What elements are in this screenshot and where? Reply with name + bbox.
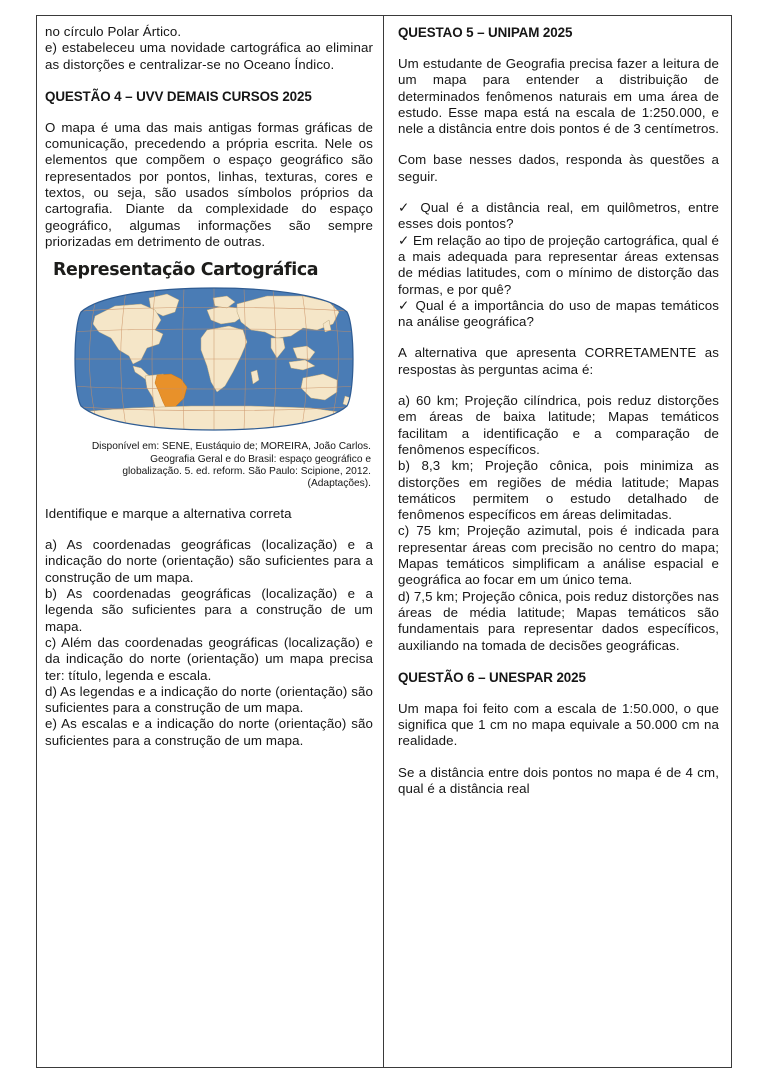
spacer bbox=[398, 654, 719, 669]
spacer bbox=[398, 686, 719, 701]
question-5-prompt: Com base nesses dados, responda às questões a seguir. bbox=[397, 152, 719, 184]
caption-line: (Adaptações). bbox=[307, 478, 371, 490]
caption-line: globalização. 5. ed. reform. São Paulo: Scipione, 2012. bbox=[122, 466, 371, 478]
spacer bbox=[398, 137, 719, 152]
question-6-paragraph-1: Um mapa foi feito com a escala de 1:50.000, o que significa que 1 cm no mapa equivale a 50.000 cm na realidade. bbox=[397, 700, 719, 749]
spacer bbox=[398, 378, 719, 393]
question-6-paragraph-2: Se a distância entre dois pontos no mapa é de 4 cm, qual é a distância real bbox=[397, 764, 719, 796]
spacer bbox=[398, 750, 719, 765]
caption-line: Disponível em: SENE, Eustáquio de; MOREIRA, João Carlos. bbox=[91, 441, 371, 453]
question-5-alternative-d[interactable]: d) 7,5 km; Projeção cônica, pois reduz distorções nas áreas de média latitude; Mapas temáticos são fundamentais para representar dados específicos, auxiliando na tomada de decisões geográficas. bbox=[397, 588, 719, 653]
question-5-checklist-item-1: ✓ Qual é a distância real, em quilômetros, entre esses dois pontos? bbox=[397, 200, 719, 232]
map-graticule bbox=[71, 288, 357, 430]
question-5-heading: QUESTAO 5 – UNIPAM 2025 bbox=[397, 25, 573, 40]
world-map-image bbox=[71, 286, 357, 432]
question-5-intro: Um estudante de Geografia precisa fazer a leitura de um mapa para entender a distribuição de determinados fenômenos naturais em uma área de estudo. Esse mapa está na escala de 1:250.000, e nele a distância entre dois pontos é de 3 centímetros. bbox=[397, 56, 720, 137]
question-5-checklist-item-3: ✓ Qual é a importância do uso de mapas temáticos na análise geográfica? bbox=[397, 297, 719, 330]
figure-title: Representação Cartográfica bbox=[53, 260, 319, 281]
document-page bbox=[36, 15, 732, 1068]
question-5-alternative-b[interactable]: b) 8,3 km; Projeção cônica, pois minimiza as distorções em regiões de média latitude; Mapas temáticos permitem o estudo detalhado de fenômenos específicos em áreas delimitadas. bbox=[397, 458, 719, 523]
continued-line: no círculo Polar Ártico. bbox=[45, 24, 182, 39]
question-5-checklist-item-2: ✓ Em relação ao tipo de projeção cartográfica, qual é a mais adequada para representar áreas extensas de médias latitudes, com o mínimo de distorção das formas, e por quê? bbox=[397, 232, 719, 297]
question-5-lead-in: A alternativa que apresenta CORRETAMENTE as respostas às perguntas acima é: bbox=[397, 345, 719, 377]
question-4-alternative-d[interactable]: d) As legendas e a indicação do norte (orientação) são suficientes para a construção de um mapa. bbox=[45, 683, 373, 716]
question-6-heading: QUESTÃO 6 – UNESPAR 2025 bbox=[397, 669, 586, 685]
caption-line: Geografia Geral e do Brasil: espaço geográfico e bbox=[150, 453, 371, 465]
spacer bbox=[45, 105, 373, 120]
spacer bbox=[45, 491, 373, 506]
alternative-e-continued: e) estabeleceu uma novidade cartográfica ao eliminar as distorções e centralizar-se no Oceano Índico. bbox=[45, 40, 373, 72]
spacer bbox=[45, 522, 373, 537]
question-4-alternative-c[interactable]: c) Além das coordenadas geográficas (localização) e da indicação do norte (orientação) um mapa precisa ter: título, legenda e escala. bbox=[45, 634, 373, 683]
question-4-instruction: Identifique e marque a alternativa correta bbox=[45, 505, 292, 521]
question-5-alternative-c[interactable]: c) 75 km; Projeção azimutal, pois é indicada para representar áreas com precisão no centro do mapa; Mapas temáticos simplificam a análise espacial e geográfica ao focar em um único tema. bbox=[397, 523, 719, 588]
world-map-svg bbox=[71, 286, 357, 432]
spacer bbox=[398, 41, 719, 56]
question-4-heading: QUESTÃO 4 – UVV DEMAIS CURSOS 2025 bbox=[45, 88, 312, 104]
left-column bbox=[37, 16, 383, 1067]
spacer bbox=[398, 185, 719, 200]
two-column-layout bbox=[37, 16, 731, 1067]
right-column bbox=[383, 16, 731, 1067]
question-4-body: O mapa é uma das mais antigas formas gráficas de comunicação, precedendo a própria escrita. Nele os elementos que compõem o espaço geográfico são representados por pontos, linhas, texturas, cores e textos, ou seja, são usados símbolos próprios da cartografia. Diante da complexidade do espaço geográfico, algumas informações são sempre priorizadas em detrimento de outras. bbox=[45, 119, 373, 249]
spacer bbox=[45, 73, 373, 88]
spacer bbox=[398, 330, 719, 345]
question-4-alternative-b[interactable]: b) As coordenadas geográficas (localização) e a legenda são suficientes para a construção de um mapa. bbox=[45, 586, 373, 634]
cartographic-representation-figure bbox=[45, 260, 373, 491]
question-4-alternative-e[interactable]: e) As escalas e a indicação do norte (orientação) são suficientes para a construção de um mapa. bbox=[45, 716, 373, 748]
figure-caption bbox=[45, 441, 373, 491]
question-4-alternative-a[interactable]: a) As coordenadas geográficas (localização) e a indicação do norte (orientação) são suficientes para a construção de um mapa. bbox=[45, 537, 373, 585]
question-5-alternative-a[interactable]: a) 60 km; Projeção cilíndrica, pois reduz distorções em áreas de baixa latitude; Mapas temáticos facilitam a identificação e a comparação de fenômenos específicos. bbox=[397, 393, 719, 457]
